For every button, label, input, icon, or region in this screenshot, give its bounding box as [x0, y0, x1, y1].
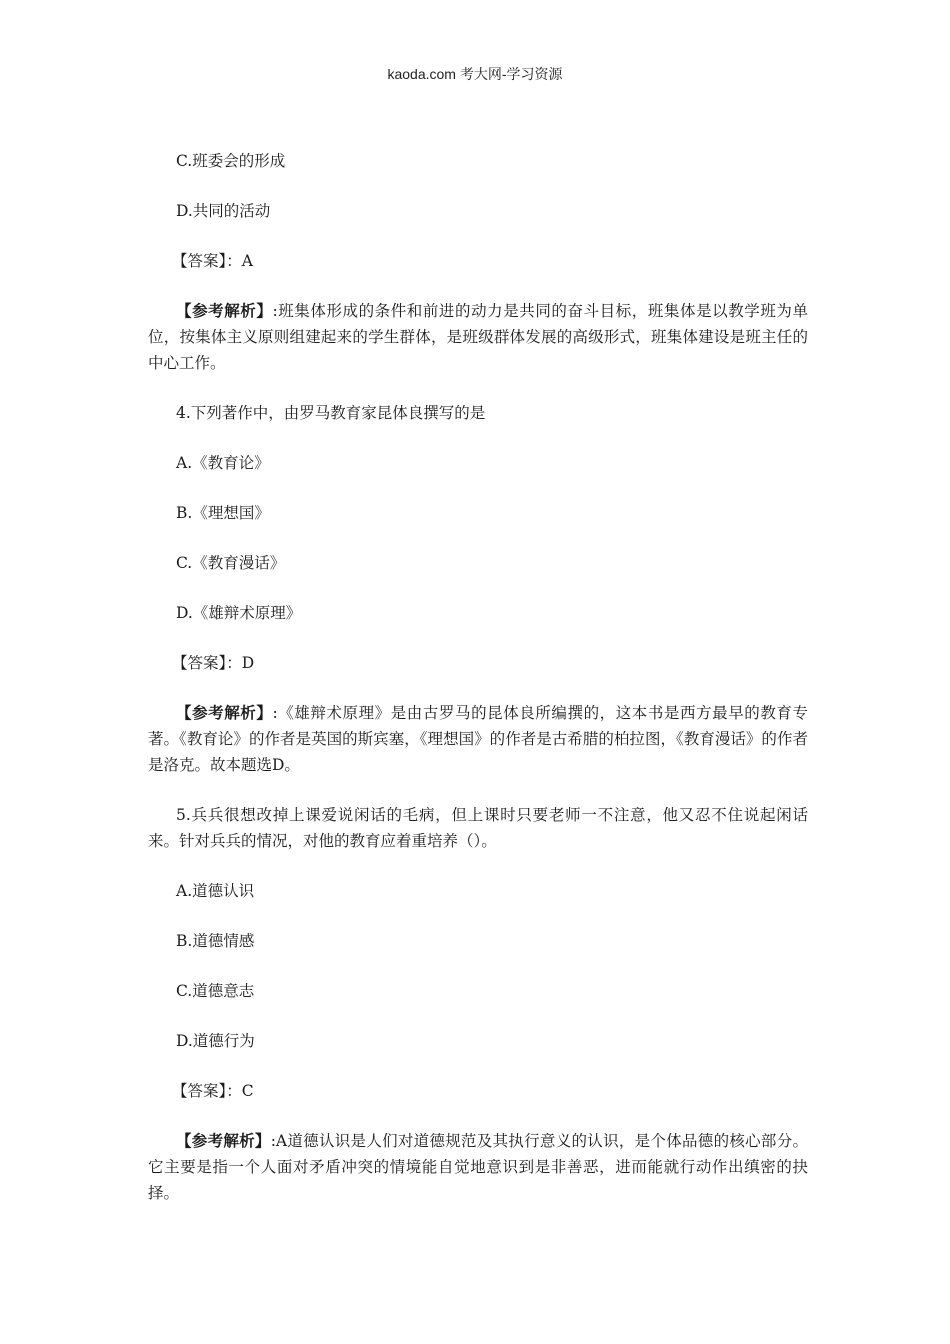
analysis-text: :班集体形成的条件和前进的动力是共同的奋斗目标，班集体是以教学班为单位，按集体主义原则组建起来的学生群体，是班级群体发展的高级形式，班集体建设是班主任的中心工作。 — [148, 302, 808, 372]
answer-label: 【答案】： — [172, 252, 242, 270]
page-header: kaoda.com 考大网-学习资源 — [387, 66, 563, 82]
q3-option-c: C.班委会的形成 — [176, 152, 286, 170]
answer-value: C — [241, 1082, 254, 1100]
q3-option-d: D.共同的活动 — [176, 202, 271, 220]
q5-option-a: A.道德认识 — [176, 882, 255, 900]
analysis-text: :A道德认识是人们对道德规范及其执行意义的认识，是个体品德的核心部分。它主要是指一个人面对矛盾冲突的情境能自觉地意识到是非善恶，进而能就行动作出缜密的抉择。 — [148, 1132, 808, 1202]
answer-value: D — [241, 654, 255, 672]
analysis-label: 【参考解析】 — [176, 301, 273, 320]
q3-answer — [148, 248, 808, 274]
q4-option-a: A.《教育论》 — [176, 454, 270, 472]
q4-analysis — [148, 700, 808, 778]
q5-option-c: C.道德意志 — [176, 982, 255, 1000]
q4-option-b: B.《理想国》 — [176, 504, 270, 522]
answer-label: 【答案】： — [172, 1082, 242, 1100]
answer-value: A — [241, 252, 253, 270]
q3-analysis — [148, 298, 808, 376]
q4-answer — [148, 650, 808, 676]
q5-option-b: B.道德情感 — [176, 932, 255, 950]
analysis-label: 【参考解析】 — [176, 703, 273, 722]
answer-label: 【答案】： — [172, 654, 242, 672]
q5-question: 5.兵兵很想改掉上课爱说闲话的毛病，但上课时只要老师一不注意，他又忍不住说起闲话来。针对兵兵的情况，对他的教育应着重培养（）。 — [148, 806, 808, 850]
analysis-label: 【参考解析】 — [176, 1131, 271, 1150]
q5-option-d: D.道德行为 — [176, 1032, 255, 1050]
q4-question: 4.下列著作中，由罗马教育家昆体良撰写的是 — [176, 404, 486, 422]
q4-option-c: C.《教育漫话》 — [176, 554, 286, 572]
q5-analysis — [148, 1128, 808, 1206]
document-body — [148, 140, 808, 1206]
analysis-text: :《雄辩术原理》是由古罗马的昆体良所编撰的，这本书是西方最早的教育专著。《教育论》的作者是英国的斯宾塞，《理想国》的作者是古希腊的柏拉图，《教育漫话》的作者是洛克。故本题选D。 — [148, 704, 808, 774]
q4-option-d: D.《雄辩术原理》 — [176, 604, 302, 622]
q5-answer — [148, 1078, 808, 1104]
